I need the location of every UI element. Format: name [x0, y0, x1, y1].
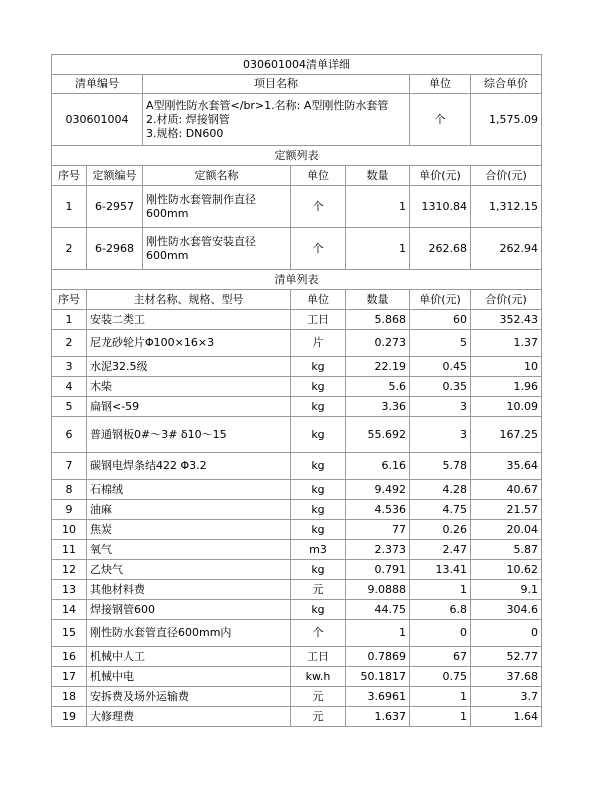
material-unit: kg — [291, 560, 346, 580]
materials-body — [52, 310, 542, 727]
material-qty: 0.791 — [346, 560, 410, 580]
material-qty: 2.373 — [346, 540, 410, 560]
quota-price: 1310.84 — [410, 186, 471, 228]
material-unit: kg — [291, 397, 346, 417]
quota-no: 1 — [52, 186, 87, 228]
material-unit: kg — [291, 453, 346, 480]
material-total: 5.87 — [471, 540, 542, 560]
material-row — [52, 377, 542, 397]
material-qty: 44.75 — [346, 600, 410, 620]
material-name: 氧气 — [87, 540, 291, 560]
material-no: 7 — [52, 453, 87, 480]
quota-name-line: 600mm — [146, 248, 189, 262]
material-name: 普通钢板0#～3# δ10～15 — [87, 417, 291, 453]
material-row — [52, 707, 542, 727]
material-total: 35.64 — [471, 453, 542, 480]
material-no: 16 — [52, 647, 87, 667]
material-unit: kg — [291, 500, 346, 520]
material-no: 9 — [52, 500, 87, 520]
materials-header-cell: 合价(元) — [471, 290, 542, 310]
quota-qty: 1 — [346, 186, 410, 228]
material-name: 大修理费 — [87, 707, 291, 727]
material-row — [52, 417, 542, 453]
quota-total: 262.94 — [471, 228, 542, 270]
quota-unit: 个 — [291, 186, 346, 228]
quota-header-cell: 定额名称 — [143, 166, 291, 186]
material-name: 刚性防水套管直径600mm内 — [87, 620, 291, 647]
material-unit: 工日 — [291, 310, 346, 330]
quota-total: 1,312.15 — [471, 186, 542, 228]
material-name: 安拆费及场外运输费 — [87, 687, 291, 707]
material-row — [52, 620, 542, 647]
header-price: 综合单价 — [471, 75, 542, 94]
material-total: 10.09 — [471, 397, 542, 417]
material-unit: m3 — [291, 540, 346, 560]
material-row — [52, 647, 542, 667]
material-row — [52, 540, 542, 560]
material-row — [52, 453, 542, 480]
material-price: 5 — [410, 330, 471, 357]
material-qty: 77 — [346, 520, 410, 540]
material-unit: kg — [291, 377, 346, 397]
material-total: 9.1 — [471, 580, 542, 600]
materials-header-cell: 序号 — [52, 290, 87, 310]
material-price: 2.47 — [410, 540, 471, 560]
material-price: 1 — [410, 687, 471, 707]
material-name: 乙炔气 — [87, 560, 291, 580]
material-no: 4 — [52, 377, 87, 397]
material-total: 304.6 — [471, 600, 542, 620]
material-no: 6 — [52, 417, 87, 453]
material-price: 0.26 — [410, 520, 471, 540]
material-price: 13.41 — [410, 560, 471, 580]
material-name: 焦炭 — [87, 520, 291, 540]
material-name: 碳钢电焊条结422 Φ3.2 — [87, 453, 291, 480]
material-total: 40.67 — [471, 480, 542, 500]
material-unit: kg — [291, 357, 346, 377]
material-price: 60 — [410, 310, 471, 330]
material-no: 10 — [52, 520, 87, 540]
material-name: 油麻 — [87, 500, 291, 520]
material-qty: 50.1817 — [346, 667, 410, 687]
material-row — [52, 687, 542, 707]
material-price: 0 — [410, 620, 471, 647]
material-row — [52, 310, 542, 330]
material-no: 1 — [52, 310, 87, 330]
header-unit: 单位 — [410, 75, 471, 94]
item-name — [143, 94, 410, 146]
material-total: 167.25 — [471, 417, 542, 453]
material-unit: kg — [291, 600, 346, 620]
material-price: 6.8 — [410, 600, 471, 620]
quota-header-cell: 单位 — [291, 166, 346, 186]
quota-header-cell: 合价(元) — [471, 166, 542, 186]
material-price: 1 — [410, 580, 471, 600]
material-no: 13 — [52, 580, 87, 600]
material-qty: 3.36 — [346, 397, 410, 417]
material-price: 0.35 — [410, 377, 471, 397]
material-qty: 3.6961 — [346, 687, 410, 707]
item-name-line: 2.材质: 焊接钢管 — [146, 112, 230, 126]
material-qty: 22.19 — [346, 357, 410, 377]
quota-price: 262.68 — [410, 228, 471, 270]
material-no: 12 — [52, 560, 87, 580]
material-no: 18 — [52, 687, 87, 707]
material-no: 5 — [52, 397, 87, 417]
material-unit: 元 — [291, 580, 346, 600]
materials-header-cell: 单位 — [291, 290, 346, 310]
header-code: 清单编号 — [52, 75, 143, 94]
material-total: 20.04 — [471, 520, 542, 540]
material-name: 焊接钢管600 — [87, 600, 291, 620]
material-total: 0 — [471, 620, 542, 647]
material-qty: 6.16 — [346, 453, 410, 480]
material-qty: 55.692 — [346, 417, 410, 453]
material-unit: 元 — [291, 707, 346, 727]
item-name-line: 3.规格: DN600 — [146, 126, 224, 140]
material-no: 19 — [52, 707, 87, 727]
quota-name-line: 600mm — [146, 206, 189, 220]
item-price: 1,575.09 — [471, 94, 542, 146]
material-name: 机械中电 — [87, 667, 291, 687]
material-no: 14 — [52, 600, 87, 620]
material-total: 10.62 — [471, 560, 542, 580]
material-name: 其他材料费 — [87, 580, 291, 600]
quota-name-line: 刚性防水套管制作直径 — [146, 192, 256, 206]
quota-header-row — [52, 166, 542, 186]
material-row — [52, 330, 542, 357]
material-unit: 个 — [291, 620, 346, 647]
material-row — [52, 397, 542, 417]
material-name: 安装二类工 — [87, 310, 291, 330]
material-total: 1.64 — [471, 707, 542, 727]
material-name: 扁钢<-59 — [87, 397, 291, 417]
quota-code: 6-2957 — [87, 186, 143, 228]
materials-header-cell: 主材名称、规格、型号 — [87, 290, 291, 310]
materials-header-cell: 数量 — [346, 290, 410, 310]
quota-row — [52, 228, 542, 270]
material-name: 水泥32.5级 — [87, 357, 291, 377]
page-title: 030601004清单详细 — [52, 55, 542, 75]
materials-header-row — [52, 290, 542, 310]
material-name: 机械中人工 — [87, 647, 291, 667]
material-row — [52, 357, 542, 377]
material-price: 0.75 — [410, 667, 471, 687]
material-qty: 0.7869 — [346, 647, 410, 667]
materials-header-cell: 单价(元) — [410, 290, 471, 310]
material-no: 15 — [52, 620, 87, 647]
material-name: 石棉绒 — [87, 480, 291, 500]
material-qty: 9.0888 — [346, 580, 410, 600]
material-name: 尼龙砂轮片Φ100×16×3 — [87, 330, 291, 357]
material-total: 10 — [471, 357, 542, 377]
quota-header-cell: 序号 — [52, 166, 87, 186]
quota-header-cell: 单价(元) — [410, 166, 471, 186]
material-no: 2 — [52, 330, 87, 357]
materials-section-title: 清单列表 — [52, 270, 542, 290]
material-price: 5.78 — [410, 453, 471, 480]
material-qty: 4.536 — [346, 500, 410, 520]
quota-header-cell: 数量 — [346, 166, 410, 186]
material-unit: kw.h — [291, 667, 346, 687]
quota-header-cell: 定额编号 — [87, 166, 143, 186]
material-row — [52, 520, 542, 540]
material-total: 37.68 — [471, 667, 542, 687]
material-unit: 片 — [291, 330, 346, 357]
material-total: 21.57 — [471, 500, 542, 520]
material-qty: 9.492 — [346, 480, 410, 500]
material-no: 3 — [52, 357, 87, 377]
material-row — [52, 600, 542, 620]
material-no: 11 — [52, 540, 87, 560]
material-total: 52.77 — [471, 647, 542, 667]
material-qty: 5.6 — [346, 377, 410, 397]
item-unit: 个 — [410, 94, 471, 146]
material-row — [52, 580, 542, 600]
material-total: 3.7 — [471, 687, 542, 707]
material-qty: 5.868 — [346, 310, 410, 330]
quota-row — [52, 186, 542, 228]
material-price: 3 — [410, 417, 471, 453]
material-name: 木柴 — [87, 377, 291, 397]
material-total: 1.96 — [471, 377, 542, 397]
quota-name — [143, 186, 291, 228]
material-qty: 1.637 — [346, 707, 410, 727]
bill-detail-table — [51, 54, 542, 727]
material-row — [52, 500, 542, 520]
item-code: 030601004 — [52, 94, 143, 146]
material-row — [52, 480, 542, 500]
material-unit: kg — [291, 480, 346, 500]
material-total: 352.43 — [471, 310, 542, 330]
material-unit: 工日 — [291, 647, 346, 667]
material-unit: kg — [291, 520, 346, 540]
quota-name-line: 刚性防水套管安装直径 — [146, 234, 256, 248]
material-unit: kg — [291, 417, 346, 453]
quota-unit: 个 — [291, 228, 346, 270]
quota-qty: 1 — [346, 228, 410, 270]
material-price: 3 — [410, 397, 471, 417]
material-unit: 元 — [291, 687, 346, 707]
material-row — [52, 560, 542, 580]
quota-name — [143, 228, 291, 270]
item-name-line: A型刚性防水套管</br>1.名称: A型刚性防水套管 — [146, 98, 389, 112]
quota-code: 6-2968 — [87, 228, 143, 270]
material-price: 4.28 — [410, 480, 471, 500]
quota-no: 2 — [52, 228, 87, 270]
quota-section-title: 定额列表 — [52, 146, 542, 166]
material-no: 17 — [52, 667, 87, 687]
material-total: 1.37 — [471, 330, 542, 357]
material-row — [52, 667, 542, 687]
material-price: 67 — [410, 647, 471, 667]
material-qty: 1 — [346, 620, 410, 647]
material-price: 0.45 — [410, 357, 471, 377]
header-name: 项目名称 — [143, 75, 410, 94]
material-no: 8 — [52, 480, 87, 500]
material-price: 4.75 — [410, 500, 471, 520]
material-price: 1 — [410, 707, 471, 727]
material-qty: 0.273 — [346, 330, 410, 357]
